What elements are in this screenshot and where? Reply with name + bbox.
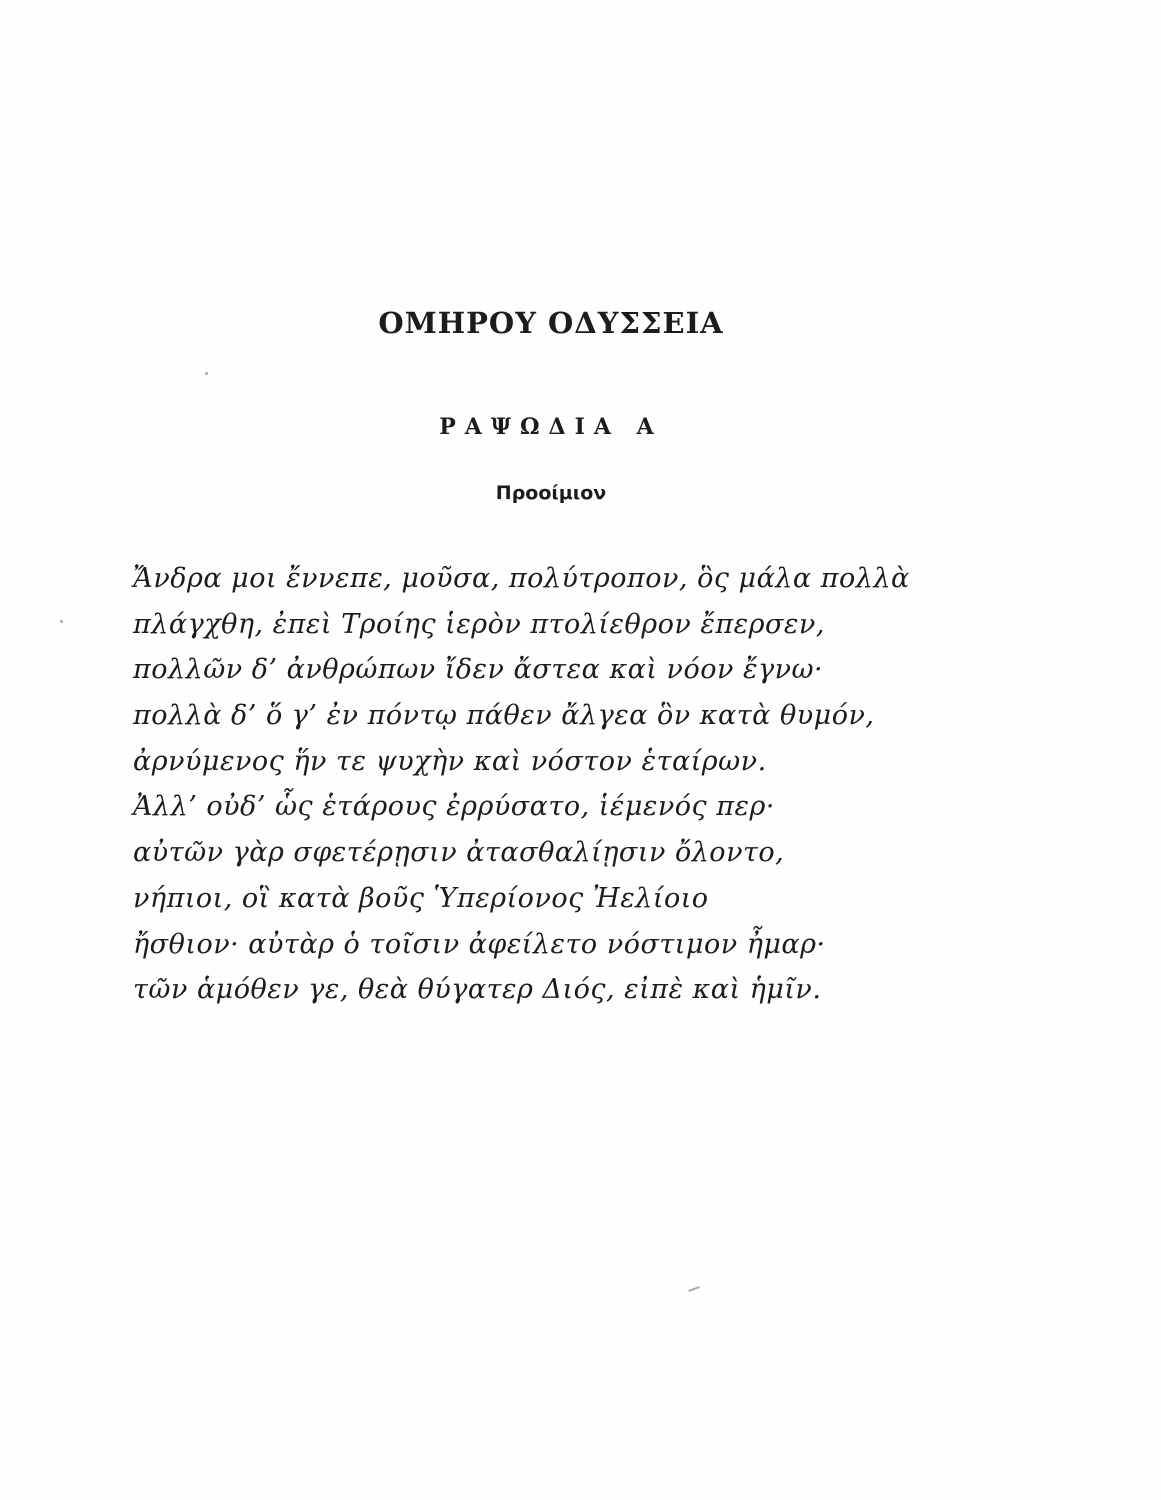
verse-list	[133, 556, 1033, 1013]
section-heading: Προοίμιον	[495, 482, 607, 504]
verse-line: αὐτῶν γὰρ σφετέρῃσιν ἀτασθαλίῃσιν ὄλοντο,	[133, 837, 785, 869]
scan-speck	[60, 620, 63, 623]
verse-line: ἤσθιον· αὐτὰρ ὁ τοῖσιν ἀφείλετο νόστιμον ἦμαρ·	[133, 928, 826, 960]
verse-line: ἀρνύμενος ἥν τε ψυχὴν καὶ νόστον ἑταίρων.	[133, 745, 767, 777]
verse-line: πολλῶν δ’ ἀνθρώπων ἴδεν ἄστεα καὶ νόον ἔγνω·	[133, 654, 824, 686]
book-title: ΟΜΗΡΟΥ ΟΔΥΣΣΕΙΑ	[378, 306, 724, 340]
verse-line: νήπιοι, οἳ κατὰ βοῦς Ὑπερίονος Ἠελίοιο	[133, 882, 709, 914]
verse-line: Ἀλλ’ οὐδ’ ὧς ἑτάρους ἐρρύσατο, ἱέμενός περ·	[133, 791, 775, 823]
scan-speck	[688, 1286, 700, 1292]
rhapsody-heading: ΡΑΨΩΔΙΑ Α	[439, 414, 663, 440]
verse-line: τῶν ἁμόθεν γε, θεὰ θύγατερ Διός, εἰπὲ καὶ ἡμῖν.	[133, 974, 822, 1006]
scan-speck	[205, 372, 208, 375]
verse-line: πολλὰ δ’ ὅ γ’ ἐν πόντῳ πάθεν ἄλγεα ὃν κατὰ θυμόν,	[133, 700, 875, 732]
verse-line: Ἄνδρα μοι ἔννεπε, μοῦσα, πολύτροπον, ὃς μάλα πολλὰ	[133, 563, 910, 594]
verse-line: πλάγχθη, ἐπεὶ Τροίης ἱερὸν πτολίεθρον ἔπερσεν,	[133, 608, 825, 640]
